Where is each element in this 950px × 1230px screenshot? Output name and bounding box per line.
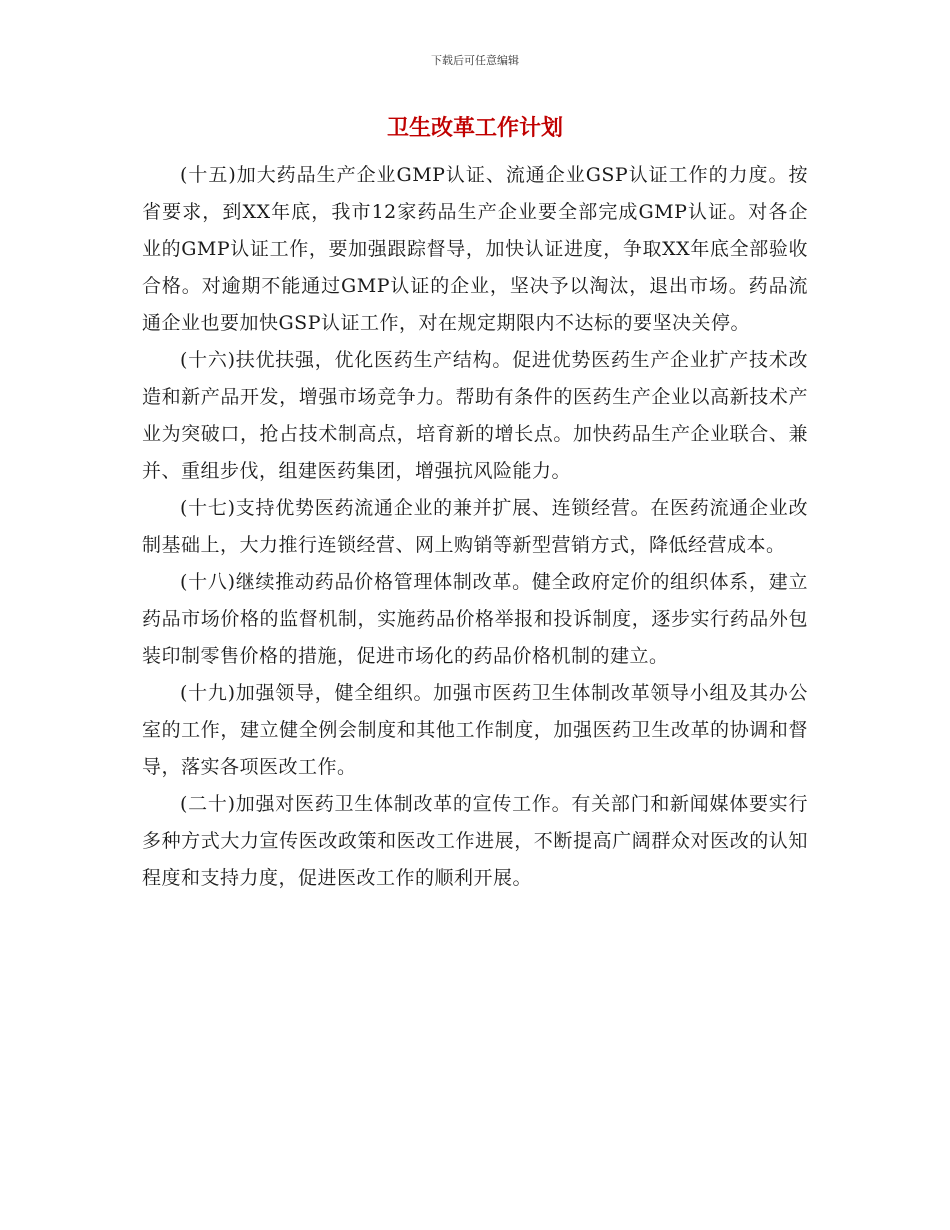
document-title: 卫生改革工作计划 [386,115,563,141]
paragraph-18: (十八)继续推动药品价格管理体制改革。健全政府定价的组织体系，建立药品市场价格的监督机制，实施药品价格举报和投诉制度，逐步实行药品外包装印制零售价格的措施，促进市场化的药品价格机制的建立。 [142,571,808,667]
paragraph-16: (十六)扶优扶强，优化医药生产结构。促进优势医药生产企业扩产技术改造和新产品开发，增强市场竞争力。帮助有条件的医药生产企业以高新技术产业为突破口，抢占技术制高点，培育新的增长点。加快药品生产企业联合、兼并、重组步伐，组建医药集团，增强抗风险能力。 [142,349,808,482]
document-body [142,157,808,897]
paragraph-17: (十七)支持优势医药流通企业的兼并扩展、连锁经营。在医药流通企业改制基础上，大力推行连锁经营、网上购销等新型营销方式，降低经营成本。 [142,497,808,556]
paragraph-19: (十九)加强领导，健全组织。加强市医药卫生体制改革领导小组及其办公室的工作，建立健全例会制度和其他工作制度，加强医药卫生改革的协调和督导，落实各项医改工作。 [142,682,808,778]
paragraph-15: (十五)加大药品生产企业GMP认证、流通企业GSP认证工作的力度。按省要求，到XX年底，我市12家药品生产企业要全部完成GMP认证。对各企业的GMP认证工作，要加强跟踪督导，加快认证进度，争取XX年底全部验收合格。对逾期不能通过GMP认证的企业，坚决予以淘汰，退出市场。药品流通企业也要加快GSP认证工作，对在规定期限内不达标的要坚决关停。 [142,164,808,334]
header-note: 下载后可任意编辑 [431,54,519,67]
paragraph-20: (二十)加强对医药卫生体制改革的宣传工作。有关部门和新闻媒体要实行多种方式大力宣传医改政策和医改工作进展，不断提高广阔群众对医改的认知程度和支持力度，促进医改工作的顺利开展。 [142,793,808,889]
